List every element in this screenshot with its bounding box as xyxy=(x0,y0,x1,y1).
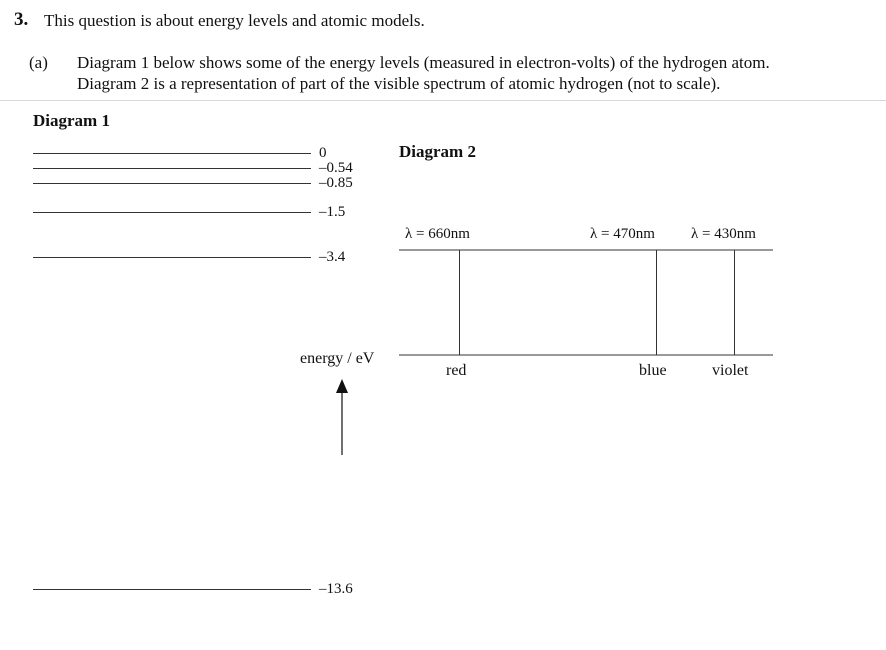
energy-level-label: 0 xyxy=(319,145,327,161)
wavelength-label: λ = 470nm xyxy=(590,226,655,242)
question-number: 3. xyxy=(14,9,29,30)
part-description-line-1: Diagram 1 below shows some of the energy levels (measured in electron-volts) of the hydrogen atom. xyxy=(77,53,770,72)
spectral-line xyxy=(459,250,460,355)
spectral-line xyxy=(734,250,735,355)
energy-level-label: –3.4 xyxy=(319,249,346,265)
energy-level-line xyxy=(33,168,311,169)
energy-level-line xyxy=(33,589,311,590)
diagram-1-title: Diagram 1 xyxy=(33,111,110,130)
energy-level-label: –0.85 xyxy=(319,175,353,191)
spectral-colour-label: red xyxy=(446,362,467,379)
wavelength-label: λ = 660nm xyxy=(405,226,470,242)
spectral-colour-label: blue xyxy=(639,362,667,379)
energy-level-line xyxy=(33,212,311,213)
energy-level-label: –13.6 xyxy=(319,581,353,597)
energy-level-label: –1.5 xyxy=(319,204,346,220)
spectral-colour-label: violet xyxy=(712,362,749,379)
energy-level-label: –0.54 xyxy=(319,160,353,176)
energy-axis-label: energy / eV xyxy=(300,350,375,367)
part-description-line-2: Diagram 2 is a representation of part of the visible spectrum of atomic hydrogen (not to scale). xyxy=(77,74,721,93)
wavelength-label: λ = 430nm xyxy=(691,226,756,242)
energy-level-line xyxy=(33,257,311,258)
energy-level-line xyxy=(33,153,311,154)
energy-level-line xyxy=(33,183,311,184)
section-separator xyxy=(0,100,886,101)
part-label: (a) xyxy=(29,53,48,72)
diagram-2-title: Diagram 2 xyxy=(399,142,476,161)
spectral-line xyxy=(656,250,657,355)
energy-arrow xyxy=(336,379,348,455)
question-text: This question is about energy levels and atomic models. xyxy=(44,11,425,30)
